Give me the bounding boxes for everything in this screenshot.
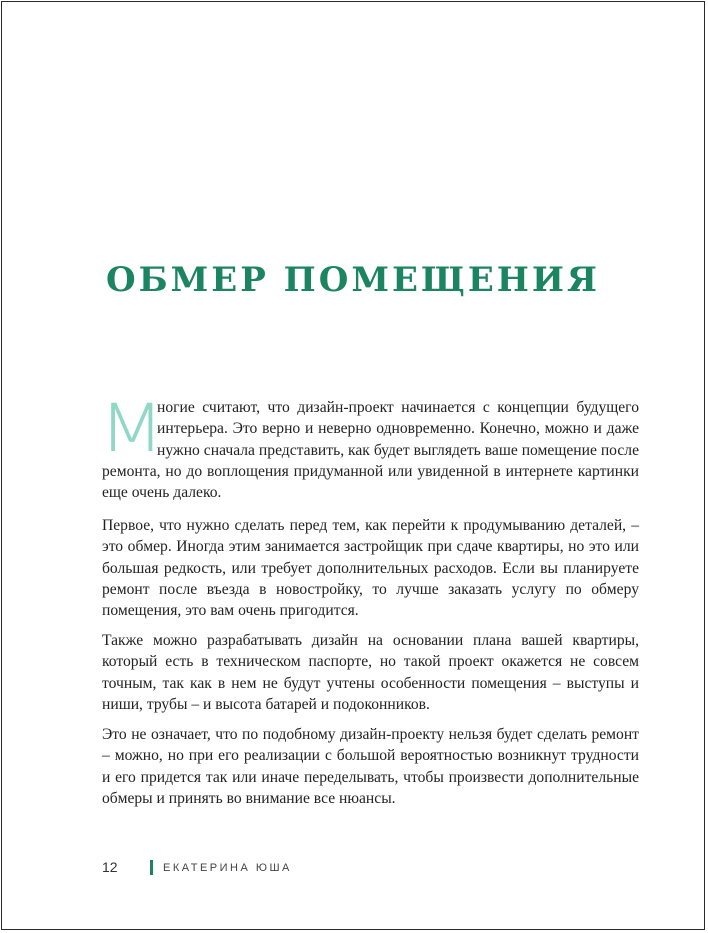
page-number: 12 <box>102 859 118 875</box>
paragraph-3: Также можно разрабатывать дизайн на основании плана вашей квартиры, который есть в техническом паспорте, но такой проект окажется не совсем точным, так как в нем не будут учтены особенности помещения – выступы и ниши, трубы – и высота батарей и подоконников. <box>102 632 639 713</box>
drop-cap: М <box>99 390 165 467</box>
paragraph-2: Первое, что нужно сделать перед тем, как перейти к продумыванию деталей, – это обмер. Иногда этим занимается застройщик при сдаче квартиры, но это или большая редкость, или требует дополнительных расходов. Если вы планируете ремонт после въезда в новостройку, то лучше заказать услугу по обмеру помещения, это вам очень пригодится. <box>102 517 639 620</box>
book-page <box>1 1 705 930</box>
paragraph-1 <box>99 390 639 503</box>
paragraph-4: Это не означает, что по подобному дизайн-проекту нельзя будет сделать ремонт – можно, но при его реализации с большой вероятностью возникнут трудности и его придется так или иначе переделывать, чтобы произвести дополнительные обмеры и принять во внимание все нюансы. <box>102 726 639 807</box>
chapter-title: ОБМЕР ПОМЕЩЕНИЯ <box>105 260 600 300</box>
footer-divider <box>150 860 153 875</box>
author-name: ЕКАТЕРИНА ЮША <box>163 862 292 874</box>
paragraph-1-text: ногие считают, что дизайн-проект начинается с концепции будущего интерьера. Это верно и неверно одновременно. Конечно, можно и даже нужно сначала представить, как будет выглядеть ваше помещение после ремонта, но до воплощения придуманной или увиденной в интернете картинки еще очень далеко. <box>102 399 639 502</box>
